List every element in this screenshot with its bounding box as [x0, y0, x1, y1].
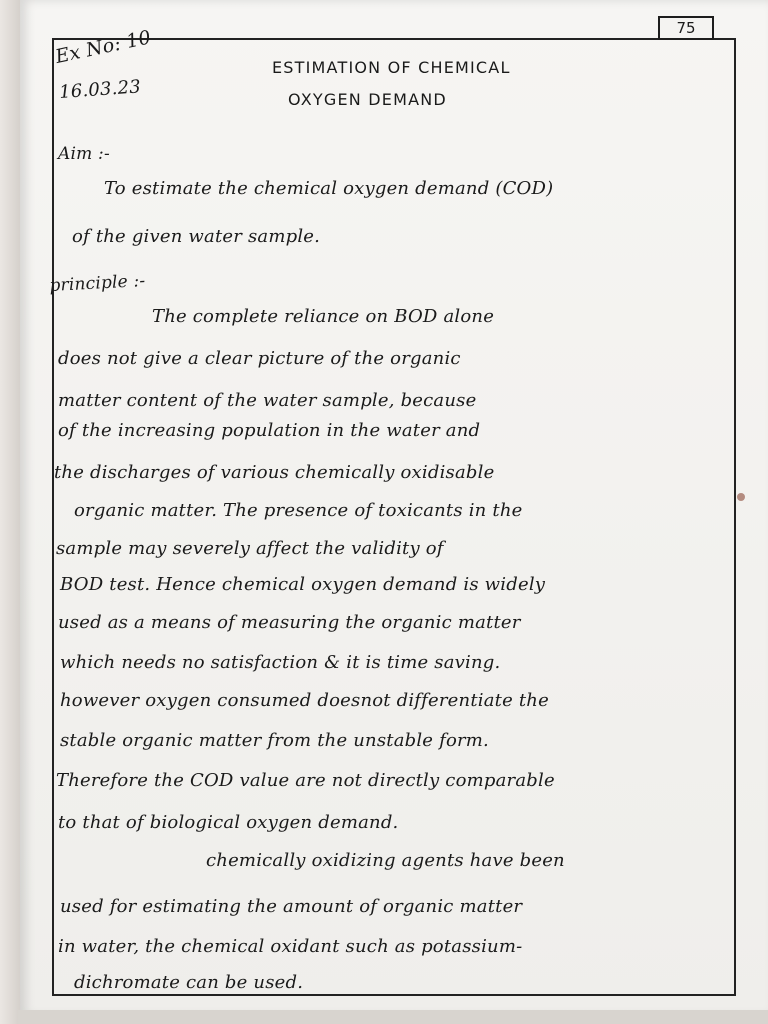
page-number-box: 75 — [658, 16, 714, 40]
aim-line-2: of the given water sample. — [72, 226, 321, 247]
page-punch-mark — [737, 493, 745, 501]
principle-line-9: used as a means of measuring the organic matter — [58, 612, 521, 633]
principle-line-10: which needs no satisfaction & it is time saving. — [60, 652, 501, 673]
principle-line-3: matter content of the water sample, because — [58, 390, 477, 411]
principle-line-4: of the increasing population in the water and — [58, 420, 481, 441]
principle-line-12: stable organic matter from the unstable form. — [60, 730, 489, 751]
principle-line-1: The complete reliance on BOD alone — [152, 306, 495, 327]
principle-line-2: does not give a clear picture of the organic — [58, 348, 461, 369]
aim-line-1: To estimate the chemical oxygen demand (COD) — [104, 178, 554, 199]
principle-line-11: however oxygen consumed doesnot differentiate the — [60, 690, 549, 711]
page-title-line-1: ESTIMATION OF CHEMICAL — [272, 58, 511, 77]
principle-line-8: BOD test. Hence chemical oxygen demand is widely — [60, 574, 546, 595]
principle-heading: principle :- — [48, 271, 146, 296]
page-bottom-edge — [18, 1010, 768, 1024]
page-title-line-2: OXYGEN DEMAND — [288, 90, 447, 109]
principle-line-15: chemically oxidizing agents have been — [206, 850, 565, 871]
principle-line-16: used for estimating the amount of organic matter — [60, 896, 523, 917]
principle-line-17: in water, the chemical oxidant such as potassium- — [58, 936, 523, 957]
principle-line-6: organic matter. The presence of toxicants in the — [74, 500, 523, 521]
principle-line-5: the discharges of various chemically oxidisable — [54, 462, 495, 483]
principle-line-14: to that of biological oxygen demand. — [58, 812, 399, 833]
aim-heading: Aim :- — [58, 144, 110, 164]
principle-line-7: sample may severely affect the validity of — [56, 538, 444, 559]
experiment-number: Ex No: 10 — [53, 26, 153, 68]
experiment-date: 16.03.23 — [58, 76, 142, 103]
principle-line-18: dichromate can be used. — [74, 972, 304, 993]
principle-line-13: Therefore the COD value are not directly comparable — [56, 770, 555, 791]
